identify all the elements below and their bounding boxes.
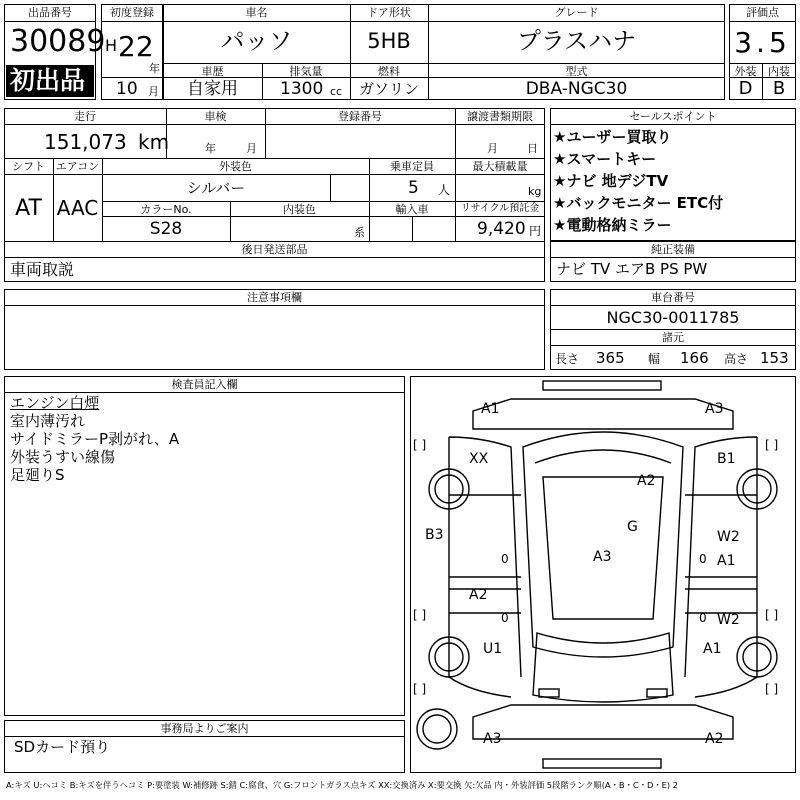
damage-mark: W2 [717, 612, 740, 628]
int-grade: B [772, 78, 786, 99]
damage-mark: A1 [703, 641, 722, 657]
name-label: 車名 [245, 6, 268, 19]
shift: AT [15, 196, 42, 221]
car-diagram [410, 376, 796, 773]
displacement: 1300 [280, 79, 324, 99]
history-label: 車歴 [201, 65, 224, 78]
reg-label: 初度登録 [110, 6, 154, 19]
color-no: S28 [149, 219, 183, 239]
damage-mark: A3 [483, 731, 502, 747]
load-label: 最大積載量 [472, 160, 528, 173]
sales-point: ★電動格納ミラー [553, 216, 672, 234]
reg-year: 22 [118, 30, 154, 63]
trunk [473, 705, 733, 739]
reg-era: H [105, 36, 118, 55]
month-unit: 月 [148, 85, 159, 98]
inspection-month: 月 [246, 142, 257, 155]
plate-label: 登録番号 [338, 110, 382, 123]
fuel-label: 燃料 [378, 65, 400, 78]
sales-label: セールスポイント [629, 110, 717, 123]
year-unit: 年 [149, 62, 160, 75]
bracket: [ ] [765, 608, 779, 622]
bumper-bottom [543, 759, 661, 768]
interior-color-label: 内装色 [283, 203, 316, 216]
office-text: SDカード預り [14, 738, 111, 756]
ext-label: 外装 [734, 65, 757, 78]
color-no-label: カラーNo. [140, 203, 192, 216]
legend: A:キズ U:ヘコミ B:キズを伴うヘコミ P:要塗装 W:補修跡 S:錆 C:腐食、穴 G:フロントガラス点キズ XX:交換済み X:要交換 欠:欠品 内・外装評価 5段階ランク順(A・B・C・D・E) 2 [6, 780, 679, 790]
lot-label: 出品番号 [28, 6, 72, 19]
inspector-line: エンジン白煙 [10, 394, 100, 412]
chassis-number: NGC30-0011785 [606, 308, 740, 327]
bracket: [ ] [413, 608, 427, 622]
bracket: [ ] [413, 682, 427, 696]
damage-mark: A3 [705, 401, 724, 417]
left-rear [449, 677, 511, 697]
damage-mark: XX [469, 451, 489, 467]
transfer-month: 月 [487, 142, 498, 155]
hood [473, 399, 733, 429]
dims-label: 諸元 [662, 331, 684, 344]
damage-mark: B3 [425, 527, 444, 543]
first-listing-text: 初出品 [10, 66, 86, 95]
int-label: 内装 [768, 65, 790, 78]
width: 166 [680, 349, 709, 367]
damage-mark: W2 [717, 529, 740, 545]
zero-mark: 0 [501, 552, 509, 566]
zero-mark: 0 [699, 611, 707, 625]
capacity-label: 乗車定員 [390, 160, 434, 173]
damage-mark: A2 [705, 731, 724, 747]
zero-mark: 0 [699, 552, 707, 566]
inspector-line: 外装うすい線傷 [10, 448, 116, 466]
damage-mark: A3 [593, 549, 612, 565]
recycle-label: リサイクル預託金 [460, 203, 540, 214]
recycle-unit: 円 [529, 224, 542, 238]
height: 153 [760, 349, 789, 367]
mileage: 151,073 [44, 130, 127, 154]
exterior-color-label: 外装色 [219, 160, 252, 173]
roof [543, 477, 663, 619]
inspector-label: 検査員記入欄 [171, 378, 238, 391]
damage-mark: U1 [483, 641, 503, 657]
inspector-line: 足廻りS [10, 466, 65, 484]
lot-number: 30089 [10, 24, 106, 59]
length: 365 [596, 349, 625, 367]
inspector-line: サイドミラーP剥がれ、A [10, 430, 180, 448]
door-label: ドア形状 [367, 6, 411, 19]
inspection-label: 車検 [204, 110, 227, 123]
damage-mark: B1 [717, 451, 736, 467]
recycle: 9,420 [477, 219, 526, 239]
score-label: 評価点 [746, 6, 779, 19]
equipment-label: 純正装備 [651, 243, 695, 256]
damage-mark: A1 [481, 401, 500, 417]
fuel: ガソリン [358, 80, 419, 98]
mileage-label: 走行 [74, 110, 96, 123]
bracket: [ ] [413, 438, 427, 452]
car-name: パッソ [220, 27, 293, 55]
ext-grade: D [738, 78, 753, 99]
grade-label: グレード [554, 6, 599, 19]
sales-point: ★スマートキー [553, 150, 657, 168]
shift-label: シフト [12, 160, 45, 173]
bumper-top [543, 381, 661, 390]
ac: AAC [56, 196, 99, 220]
right-rear [695, 677, 757, 697]
windshield [535, 450, 671, 463]
equipment: ナビ TV エアB PS PW [556, 260, 708, 278]
transfer-label: 譲渡書類期限 [467, 110, 533, 123]
km-unit: km [138, 130, 170, 154]
chassis-label: 車台番号 [651, 291, 695, 304]
reg-month: 10 [116, 79, 138, 99]
later-parts: 車両取説 [10, 260, 75, 279]
sales-point: ★ユーザー買取り [553, 128, 672, 146]
import-label: 輸入車 [395, 203, 429, 216]
inspection-year: 年 [205, 142, 216, 155]
grade: プラスハナ [516, 27, 637, 55]
length-label: 長さ [555, 352, 580, 366]
exterior-color: シルバー [186, 179, 246, 197]
capacity: 5 [408, 178, 419, 198]
cc-unit: cc [330, 85, 343, 98]
displacement-label: 排気量 [289, 65, 323, 78]
damage-mark: A2 [469, 587, 488, 603]
sales-point: ★ナビ 地デジTV [553, 172, 669, 190]
damage-mark: G [627, 519, 638, 535]
load-unit: kg [528, 185, 542, 198]
bracket: [ ] [765, 438, 779, 452]
zero-mark: 0 [501, 611, 509, 625]
transfer-day: 日 [527, 142, 538, 155]
model-label: 型式 [565, 65, 588, 78]
capacity-unit: 人 [438, 183, 451, 197]
cabin [523, 432, 683, 657]
door-type: 5HB [367, 29, 411, 53]
rear-window [533, 633, 673, 702]
damage-mark: A1 [717, 553, 736, 569]
model: DBA-NGC30 [525, 79, 628, 99]
height-label: 高さ [724, 352, 749, 366]
damage-mark: A2 [637, 473, 656, 489]
later-parts-label: 後日発送部品 [241, 243, 308, 256]
bracket: [ ] [765, 682, 779, 696]
ac-label: エアコン [55, 160, 100, 173]
notes-label: 注意事項欄 [247, 291, 302, 304]
sales-point: ★バックモニター ETC付 [553, 194, 724, 212]
office-label: 事務局よりご案内 [160, 722, 249, 735]
history: 自家用 [187, 79, 238, 99]
width-label: 幅 [648, 352, 661, 366]
score: 3.5 [734, 26, 791, 59]
inspector-line: 室内薄汚れ [10, 412, 86, 430]
interior-unit: 系 [354, 226, 365, 239]
